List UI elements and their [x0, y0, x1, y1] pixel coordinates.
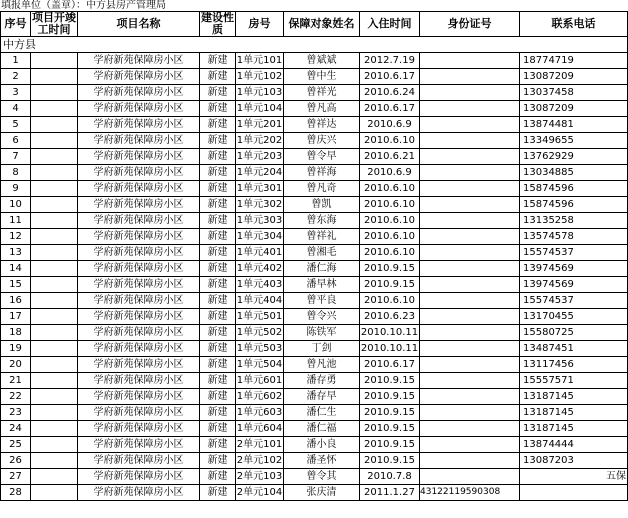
- cell-nature: 新建: [200, 469, 236, 485]
- cell-no: 12: [1, 229, 31, 245]
- cell-start-time: [31, 421, 78, 437]
- cell-id: [420, 197, 520, 213]
- cell-name: 潘存早: [284, 389, 360, 405]
- cell-no: 2: [1, 69, 31, 85]
- fill-unit-label: 填报单位（盖章）：中方县房产管理局: [1, 0, 166, 11]
- cell-phone: 13762929: [520, 149, 628, 165]
- cell-nature: 新建: [200, 293, 236, 309]
- table-row: [1, 197, 628, 213]
- cell-start-time: [31, 229, 78, 245]
- cell-name: 潘圣怀: [284, 453, 360, 469]
- cell-phone: 13974569: [520, 261, 628, 277]
- cell-room: 1单元401: [236, 245, 284, 261]
- cell-name: 曾凡奇: [284, 181, 360, 197]
- cell-project: 学府新苑保障房小区: [78, 101, 200, 117]
- cell-name: 曾祥光: [284, 85, 360, 101]
- table-row: [1, 149, 628, 165]
- cell-phone: 五保: [520, 469, 628, 485]
- cell-room: 1单元504: [236, 357, 284, 373]
- cell-nature: 新建: [200, 373, 236, 389]
- cell-phone: [520, 485, 628, 501]
- header-no: 序号: [1, 12, 31, 37]
- cell-name: 曾令兴: [284, 309, 360, 325]
- table-row: [1, 485, 628, 501]
- cell-start-time: [31, 117, 78, 133]
- cell-phone: 13087209: [520, 101, 628, 117]
- cell-name: 潘仁海: [284, 261, 360, 277]
- cell-date: 2010.6.10: [360, 181, 420, 197]
- cell-project: 学府新苑保障房小区: [78, 325, 200, 341]
- cell-start-time: [31, 261, 78, 277]
- cell-nature: 新建: [200, 389, 236, 405]
- cell-date: 2010.6.10: [360, 293, 420, 309]
- table-row: [1, 133, 628, 149]
- cell-date: 2010.9.15: [360, 453, 420, 469]
- cell-date: 2010.6.24: [360, 85, 420, 101]
- cell-date: 2010.6.23: [360, 309, 420, 325]
- cell-phone: 13874481: [520, 117, 628, 133]
- cell-date: 2010.9.15: [360, 373, 420, 389]
- group-row: [1, 37, 628, 53]
- table-row: [1, 309, 628, 325]
- cell-id: [420, 85, 520, 101]
- cell-phone: 13135258: [520, 213, 628, 229]
- cell-room: 2单元104: [236, 485, 284, 501]
- cell-no: 21: [1, 373, 31, 389]
- table-row: [1, 53, 628, 69]
- cell-phone: 13349655: [520, 133, 628, 149]
- cell-name: 曾中生: [284, 69, 360, 85]
- cell-phone: 13037458: [520, 85, 628, 101]
- cell-no: 7: [1, 149, 31, 165]
- table-row: [1, 453, 628, 469]
- header-row: [1, 12, 628, 37]
- cell-project: 学府新苑保障房小区: [78, 341, 200, 357]
- cell-start-time: [31, 245, 78, 261]
- table-row: [1, 373, 628, 389]
- cell-project: 学府新苑保障房小区: [78, 85, 200, 101]
- cell-phone: 13187145: [520, 405, 628, 421]
- cell-no: 22: [1, 389, 31, 405]
- cell-phone: 15580725: [520, 325, 628, 341]
- cell-date: 2010.7.8: [360, 469, 420, 485]
- cell-project: 学府新苑保障房小区: [78, 181, 200, 197]
- cell-nature: 新建: [200, 245, 236, 261]
- cell-start-time: [31, 181, 78, 197]
- cell-name: 曾东海: [284, 213, 360, 229]
- cell-phone: 13574578: [520, 229, 628, 245]
- cell-phone: 15574537: [520, 245, 628, 261]
- cell-phone: 13487451: [520, 341, 628, 357]
- cell-name: 潘早林: [284, 277, 360, 293]
- cell-nature: 新建: [200, 53, 236, 69]
- cell-date: 2010.6.17: [360, 69, 420, 85]
- table-row: [1, 213, 628, 229]
- table-row: [1, 469, 628, 485]
- cell-project: 学府新苑保障房小区: [78, 213, 200, 229]
- cell-date: 2010.6.10: [360, 229, 420, 245]
- cell-name: 曾凡高: [284, 101, 360, 117]
- cell-id: [420, 341, 520, 357]
- cell-name: 潘小良: [284, 437, 360, 453]
- cell-name: 曾祥达: [284, 117, 360, 133]
- cell-date: 2010.6.10: [360, 197, 420, 213]
- cell-room: 2单元101: [236, 437, 284, 453]
- cell-id: [420, 165, 520, 181]
- cell-id: [420, 373, 520, 389]
- cell-no: 11: [1, 213, 31, 229]
- cell-phone: 13087203: [520, 453, 628, 469]
- cell-project: 学府新苑保障房小区: [78, 293, 200, 309]
- cell-room: 1单元603: [236, 405, 284, 421]
- cell-room: 1单元602: [236, 389, 284, 405]
- header-id-number: 身份证号: [420, 12, 520, 37]
- table-row: [1, 325, 628, 341]
- cell-date: 2010.9.15: [360, 405, 420, 421]
- cell-name: 曾斌斌: [284, 53, 360, 69]
- cell-start-time: [31, 453, 78, 469]
- cell-room: 1单元303: [236, 213, 284, 229]
- cell-nature: 新建: [200, 357, 236, 373]
- cell-no: 19: [1, 341, 31, 357]
- cell-date: 2010.10.11: [360, 325, 420, 341]
- cell-start-time: [31, 437, 78, 453]
- cell-date: 2010.6.10: [360, 245, 420, 261]
- cell-id: [420, 149, 520, 165]
- cell-phone: 13874444: [520, 437, 628, 453]
- cell-date: 2010.6.10: [360, 133, 420, 149]
- table-row: [1, 165, 628, 181]
- cell-phone: 13170455: [520, 309, 628, 325]
- cell-id: [420, 453, 520, 469]
- cell-no: 20: [1, 357, 31, 373]
- cell-room: 1单元601: [236, 373, 284, 389]
- cell-project: 学府新苑保障房小区: [78, 277, 200, 293]
- cell-date: 2010.9.15: [360, 277, 420, 293]
- cell-project: 学府新苑保障房小区: [78, 485, 200, 501]
- cell-no: 9: [1, 181, 31, 197]
- cell-project: 学府新苑保障房小区: [78, 357, 200, 373]
- cell-id: [420, 405, 520, 421]
- cell-room: 1单元302: [236, 197, 284, 213]
- cell-id: [420, 389, 520, 405]
- cell-project: 学府新苑保障房小区: [78, 53, 200, 69]
- cell-nature: 新建: [200, 213, 236, 229]
- cell-nature: 新建: [200, 437, 236, 453]
- cell-name: 曾庆兴: [284, 133, 360, 149]
- header-resident-name: 保障对象姓名: [284, 12, 360, 37]
- cell-project: 学府新苑保障房小区: [78, 437, 200, 453]
- cell-id: [420, 181, 520, 197]
- cell-project: 学府新苑保障房小区: [78, 245, 200, 261]
- cell-start-time: [31, 133, 78, 149]
- table-row: [1, 245, 628, 261]
- cell-id: 43122119590308: [420, 485, 520, 501]
- header-nature: 建设性质: [201, 11, 234, 36]
- cell-start-time: [31, 485, 78, 501]
- cell-nature: 新建: [200, 165, 236, 181]
- cell-date: 2010.10.11: [360, 341, 420, 357]
- cell-date: 2010.6.9: [360, 117, 420, 133]
- cell-id: [420, 53, 520, 69]
- cell-no: 10: [1, 197, 31, 213]
- cell-date: 2010.9.15: [360, 389, 420, 405]
- cell-no: 17: [1, 309, 31, 325]
- cell-project: 学府新苑保障房小区: [78, 373, 200, 389]
- cell-no: 13: [1, 245, 31, 261]
- cell-no: 15: [1, 277, 31, 293]
- cell-room: 1单元202: [236, 133, 284, 149]
- cell-date: 2010.6.9: [360, 165, 420, 181]
- cell-no: 25: [1, 437, 31, 453]
- cell-project: 学府新苑保障房小区: [78, 117, 200, 133]
- cell-room: 1单元103: [236, 85, 284, 101]
- table-row: [1, 341, 628, 357]
- cell-name: 潘仁生: [284, 405, 360, 421]
- cell-id: [420, 245, 520, 261]
- cell-nature: 新建: [200, 485, 236, 501]
- cell-start-time: [31, 309, 78, 325]
- cell-start-time: [31, 389, 78, 405]
- cell-room: 1单元104: [236, 101, 284, 117]
- cell-room: 1单元201: [236, 117, 284, 133]
- cell-nature: 新建: [200, 405, 236, 421]
- cell-project: 学府新苑保障房小区: [78, 165, 200, 181]
- cell-id: [420, 309, 520, 325]
- cell-name: 陈铁军: [284, 325, 360, 341]
- cell-no: 5: [1, 117, 31, 133]
- cell-phone: 13034885: [520, 165, 628, 181]
- cell-nature: 新建: [200, 229, 236, 245]
- cell-name: 曾令其: [284, 469, 360, 485]
- cell-no: 4: [1, 101, 31, 117]
- cell-id: [420, 229, 520, 245]
- cell-room: 1单元501: [236, 309, 284, 325]
- cell-nature: 新建: [200, 421, 236, 437]
- header-phone: 联系电话: [520, 12, 628, 37]
- cell-no: 1: [1, 53, 31, 69]
- cell-start-time: [31, 357, 78, 373]
- cell-phone: 13187145: [520, 389, 628, 405]
- cell-phone: 15874596: [520, 197, 628, 213]
- cell-project: 学府新苑保障房小区: [78, 389, 200, 405]
- cell-room: 2单元102: [236, 453, 284, 469]
- cell-id: [420, 421, 520, 437]
- cell-nature: 新建: [200, 181, 236, 197]
- cell-nature: 新建: [200, 149, 236, 165]
- cell-nature: 新建: [200, 133, 236, 149]
- cell-project: 学府新苑保障房小区: [78, 197, 200, 213]
- cell-no: 24: [1, 421, 31, 437]
- cell-room: 1单元403: [236, 277, 284, 293]
- cell-project: 学府新苑保障房小区: [78, 421, 200, 437]
- cell-nature: 新建: [200, 325, 236, 341]
- cell-id: [420, 69, 520, 85]
- cell-start-time: [31, 69, 78, 85]
- table-row: [1, 421, 628, 437]
- table-row: [1, 117, 628, 133]
- table-row: [1, 85, 628, 101]
- table-row: [1, 261, 628, 277]
- cell-id: [420, 101, 520, 117]
- cell-nature: 新建: [200, 261, 236, 277]
- cell-name: 潘存勇: [284, 373, 360, 389]
- cell-project: 学府新苑保障房小区: [78, 133, 200, 149]
- cell-id: [420, 133, 520, 149]
- cell-id: [420, 437, 520, 453]
- table-row: [1, 69, 628, 85]
- cell-date: 2010.9.15: [360, 421, 420, 437]
- cell-no: 8: [1, 165, 31, 181]
- cell-id: [420, 213, 520, 229]
- cell-name: 曾祥海: [284, 165, 360, 181]
- table-row: [1, 181, 628, 197]
- cell-start-time: [31, 197, 78, 213]
- cell-id: [420, 293, 520, 309]
- cell-nature: 新建: [200, 309, 236, 325]
- cell-start-time: [31, 85, 78, 101]
- cell-no: 26: [1, 453, 31, 469]
- cell-phone: 15874596: [520, 181, 628, 197]
- cell-date: 2012.7.19: [360, 53, 420, 69]
- cell-name: 曾祥礼: [284, 229, 360, 245]
- cell-project: 学府新苑保障房小区: [78, 69, 200, 85]
- cell-start-time: [31, 373, 78, 389]
- header-start-time: 项目开竣工时间: [32, 11, 76, 36]
- cell-id: [420, 469, 520, 485]
- cell-room: 1单元404: [236, 293, 284, 309]
- cell-date: 2010.6.10: [360, 213, 420, 229]
- cell-nature: 新建: [200, 453, 236, 469]
- group-label: 中方县: [1, 37, 628, 53]
- table-row: [1, 229, 628, 245]
- cell-date: 2010.6.17: [360, 357, 420, 373]
- cell-start-time: [31, 101, 78, 117]
- cell-start-time: [31, 405, 78, 421]
- table-row: [1, 357, 628, 373]
- cell-project: 学府新苑保障房小区: [78, 453, 200, 469]
- cell-nature: 新建: [200, 85, 236, 101]
- table-row: [1, 293, 628, 309]
- cell-name: 曾令早: [284, 149, 360, 165]
- cell-start-time: [31, 149, 78, 165]
- header-project-name: 项目名称: [78, 12, 200, 37]
- cell-no: 18: [1, 325, 31, 341]
- cell-room: 1单元101: [236, 53, 284, 69]
- cell-project: 学府新苑保障房小区: [78, 405, 200, 421]
- cell-phone: 13974569: [520, 277, 628, 293]
- cell-room: 2单元103: [236, 469, 284, 485]
- table-row: [1, 437, 628, 453]
- cell-room: 1单元502: [236, 325, 284, 341]
- table-row: [1, 101, 628, 117]
- cell-date: 2010.6.21: [360, 149, 420, 165]
- header-move-in-date: 入住时间: [360, 12, 420, 37]
- cell-nature: 新建: [200, 341, 236, 357]
- cell-phone: 15557571: [520, 373, 628, 389]
- cell-room: 1单元204: [236, 165, 284, 181]
- cell-phone: 13087209: [520, 69, 628, 85]
- housing-register-table: [0, 11, 628, 501]
- cell-name: 曾凯: [284, 197, 360, 213]
- cell-room: 1单元203: [236, 149, 284, 165]
- cell-room: 1单元304: [236, 229, 284, 245]
- cell-no: 6: [1, 133, 31, 149]
- cell-no: 28: [1, 485, 31, 501]
- cell-phone: 13117456: [520, 357, 628, 373]
- cell-project: 学府新苑保障房小区: [78, 261, 200, 277]
- cell-nature: 新建: [200, 197, 236, 213]
- cell-start-time: [31, 213, 78, 229]
- cell-start-time: [31, 53, 78, 69]
- cell-phone: 13187145: [520, 421, 628, 437]
- cell-no: 3: [1, 85, 31, 101]
- table-row: [1, 405, 628, 421]
- cell-start-time: [31, 469, 78, 485]
- table-row: [1, 389, 628, 405]
- cell-name: 丁剑: [284, 341, 360, 357]
- cell-date: 2010.6.17: [360, 101, 420, 117]
- cell-name: 潘仁福: [284, 421, 360, 437]
- cell-room: 1单元503: [236, 341, 284, 357]
- cell-project: 学府新苑保障房小区: [78, 149, 200, 165]
- cell-nature: 新建: [200, 117, 236, 133]
- cell-date: 2011.1.27: [360, 485, 420, 501]
- cell-project: 学府新苑保障房小区: [78, 469, 200, 485]
- cell-no: 27: [1, 469, 31, 485]
- cell-date: 2010.9.15: [360, 261, 420, 277]
- cell-phone: 15574537: [520, 293, 628, 309]
- cell-id: [420, 277, 520, 293]
- cell-start-time: [31, 165, 78, 181]
- cell-nature: 新建: [200, 69, 236, 85]
- cell-name: 曾湘毛: [284, 245, 360, 261]
- cell-name: 曾凡池: [284, 357, 360, 373]
- cell-nature: 新建: [200, 277, 236, 293]
- cell-room: 1单元402: [236, 261, 284, 277]
- cell-id: [420, 325, 520, 341]
- cell-start-time: [31, 277, 78, 293]
- cell-start-time: [31, 325, 78, 341]
- cell-no: 23: [1, 405, 31, 421]
- cell-no: 14: [1, 261, 31, 277]
- cell-name: 张庆清: [284, 485, 360, 501]
- cell-id: [420, 357, 520, 373]
- cell-start-time: [31, 293, 78, 309]
- table-row: [1, 277, 628, 293]
- cell-project: 学府新苑保障房小区: [78, 309, 200, 325]
- cell-room: 1单元604: [236, 421, 284, 437]
- cell-id: [420, 261, 520, 277]
- cell-project: 学府新苑保障房小区: [78, 229, 200, 245]
- cell-room: 1单元102: [236, 69, 284, 85]
- cell-nature: 新建: [200, 101, 236, 117]
- cell-id: [420, 117, 520, 133]
- cell-room: 1单元301: [236, 181, 284, 197]
- cell-start-time: [31, 341, 78, 357]
- cell-phone: 18774719: [520, 53, 628, 69]
- header-room: 房号: [236, 12, 284, 37]
- cell-name: 曾平良: [284, 293, 360, 309]
- cell-no: 16: [1, 293, 31, 309]
- cell-date: 2010.9.15: [360, 437, 420, 453]
